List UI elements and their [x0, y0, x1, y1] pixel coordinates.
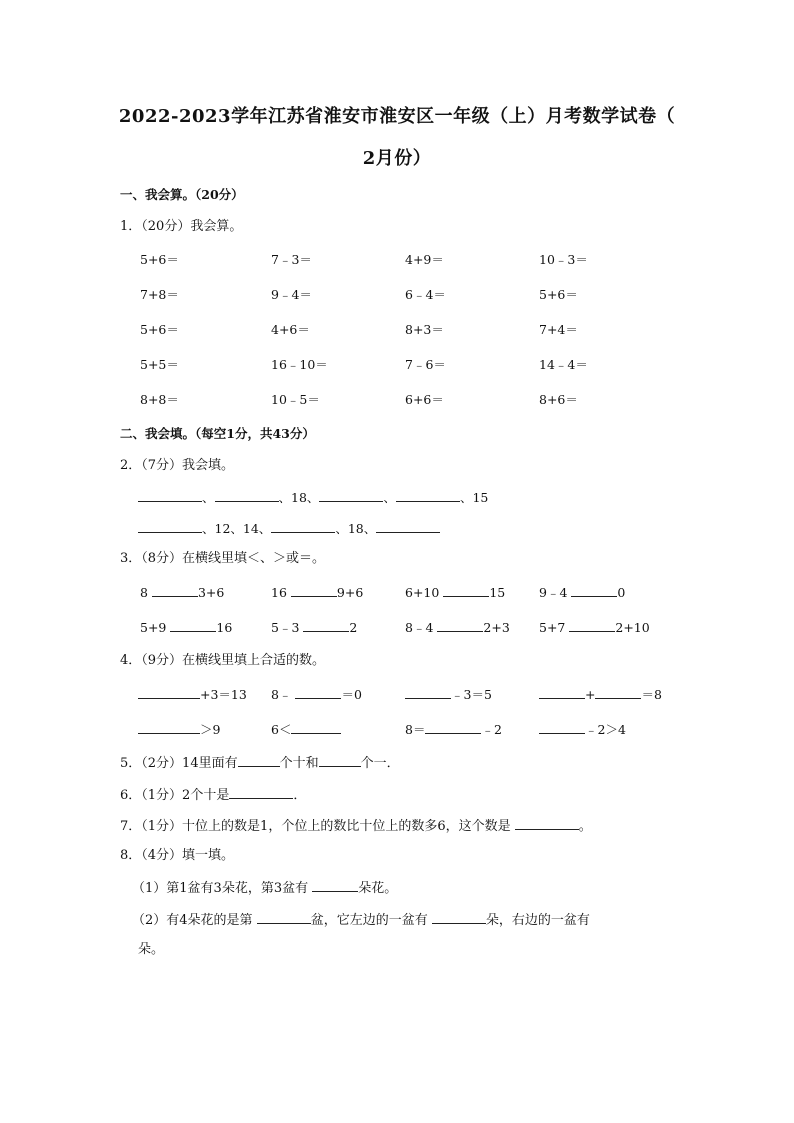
answer-blank[interactable] [138, 519, 202, 533]
calc-item: 8+6＝ [539, 392, 578, 407]
calc-item: 4+6＝ [271, 322, 310, 337]
section-heading-fill: 二、我会填。（每空1分，共43分） [120, 426, 315, 441]
compare-item: 5+7 2+10 [539, 620, 650, 635]
answer-blank[interactable] [229, 785, 293, 799]
answer-blank[interactable] [539, 720, 585, 734]
calc-item: 5+6＝ [140, 322, 179, 337]
answer-blank[interactable] [170, 618, 216, 632]
calc-item: 8+3＝ [405, 322, 444, 337]
answer-blank[interactable] [138, 720, 200, 734]
answer-blank[interactable] [405, 685, 451, 699]
answer-blank[interactable] [271, 519, 335, 533]
calc-item: 8+8＝ [140, 392, 179, 407]
compare-item: 8 3+6 [140, 585, 225, 600]
question-8-stem: 8．（4分）填一填。 [120, 848, 235, 863]
fill-item: 8＝ ﹣2 [405, 722, 502, 737]
answer-blank[interactable] [238, 753, 280, 767]
question-3-stem: 3．（8分）在横线里填＜、＞或＝。 [120, 551, 326, 566]
calc-item: 7+4＝ [539, 322, 578, 337]
question-8-part-1: （1）第1盆有3朵花，第3盆有 朵花。 [132, 878, 397, 898]
fill-item: ﹣2＞4 [539, 720, 626, 739]
answer-blank[interactable] [138, 488, 202, 502]
answer-blank[interactable] [295, 685, 341, 699]
exam-title-line1: 2022-2023学年江苏省淮安市淮安区一年级（上）月考数学试卷（ [118, 106, 676, 127]
calc-item: 10﹣5＝ [271, 392, 320, 407]
question-7: 7．（1分）十位上的数是1，个位上的数比十位上的数多6，这个数是 。 [120, 816, 592, 836]
answer-blank[interactable] [396, 488, 460, 502]
question-5: 5．（2分）14里面有 个十和 个一． [120, 753, 400, 773]
answer-blank[interactable] [319, 488, 383, 502]
answer-blank[interactable] [257, 910, 311, 924]
answer-blank[interactable] [432, 910, 486, 924]
compare-item: 5﹣3 2 [271, 620, 358, 635]
answer-blank[interactable] [571, 583, 617, 597]
compare-item: 6+10 15 [405, 585, 506, 600]
calc-item: 10﹣3＝ [539, 252, 588, 267]
question-2-row2: 、12、14、 、18、 [138, 519, 440, 538]
answer-blank[interactable] [291, 583, 337, 597]
calc-item: 5+6＝ [140, 252, 179, 267]
calc-item: 7﹣6＝ [405, 357, 446, 372]
answer-blank[interactable] [303, 618, 349, 632]
answer-blank[interactable] [291, 720, 341, 734]
fill-item: +3＝13 [138, 685, 247, 704]
answer-blank[interactable] [425, 720, 481, 734]
fill-item: 6＜ [271, 720, 341, 739]
answer-blank[interactable] [539, 685, 585, 699]
question-8-part-2: （2）有4朵花的是第 盆，它左边的一盆有 朵，右边的一盆有 [132, 910, 590, 930]
question-4-stem: 4．（9分）在横线里填上合适的数。 [120, 653, 326, 668]
calc-item: 7+8＝ [140, 287, 179, 302]
calc-item: 7﹣3＝ [271, 252, 312, 267]
fill-item: + ＝8 [539, 685, 662, 704]
answer-blank[interactable] [569, 618, 615, 632]
calc-item: 9﹣4＝ [271, 287, 312, 302]
compare-item: 5+9 16 [140, 620, 233, 635]
answer-blank[interactable] [376, 519, 440, 533]
compare-item: 8﹣4 2+3 [405, 620, 510, 635]
calc-item: 14﹣4＝ [539, 357, 588, 372]
answer-blank[interactable] [515, 816, 579, 830]
answer-blank[interactable] [319, 753, 361, 767]
calc-item: 5+6＝ [539, 287, 578, 302]
compare-item: 16 9+6 [271, 585, 364, 600]
calc-item: 16﹣10＝ [271, 357, 328, 372]
section-heading-calculate: 一、我会算。（20分） [120, 187, 244, 202]
compare-item: 9﹣4 0 [539, 585, 626, 600]
calc-item: 5+5＝ [140, 357, 179, 372]
fill-item: 8﹣ ＝0 [271, 687, 362, 702]
answer-blank[interactable] [437, 618, 483, 632]
answer-blank[interactable] [443, 583, 489, 597]
fill-item: ﹣3＝5 [405, 685, 492, 704]
answer-blank[interactable] [215, 488, 279, 502]
calc-item: 4+9＝ [405, 252, 444, 267]
answer-blank[interactable] [152, 583, 198, 597]
exam-title-line2: 2月份） [362, 148, 432, 169]
answer-blank[interactable] [312, 878, 358, 892]
question-2-row1: 、 、18、 、 、15 [138, 488, 488, 507]
question-1-stem: 1．（20分）我会算。 [120, 219, 243, 234]
question-6: 6．（1分）2个十是 ． [120, 785, 306, 805]
answer-blank[interactable] [595, 685, 641, 699]
fill-item: ＞9 [138, 720, 220, 739]
calc-item: 6﹣4＝ [405, 287, 446, 302]
answer-blank[interactable] [138, 685, 200, 699]
calc-item: 6+6＝ [405, 392, 444, 407]
question-8-part-2-continued: 朵。 [138, 942, 165, 957]
question-2-stem: 2．（7分）我会填。 [120, 458, 235, 473]
